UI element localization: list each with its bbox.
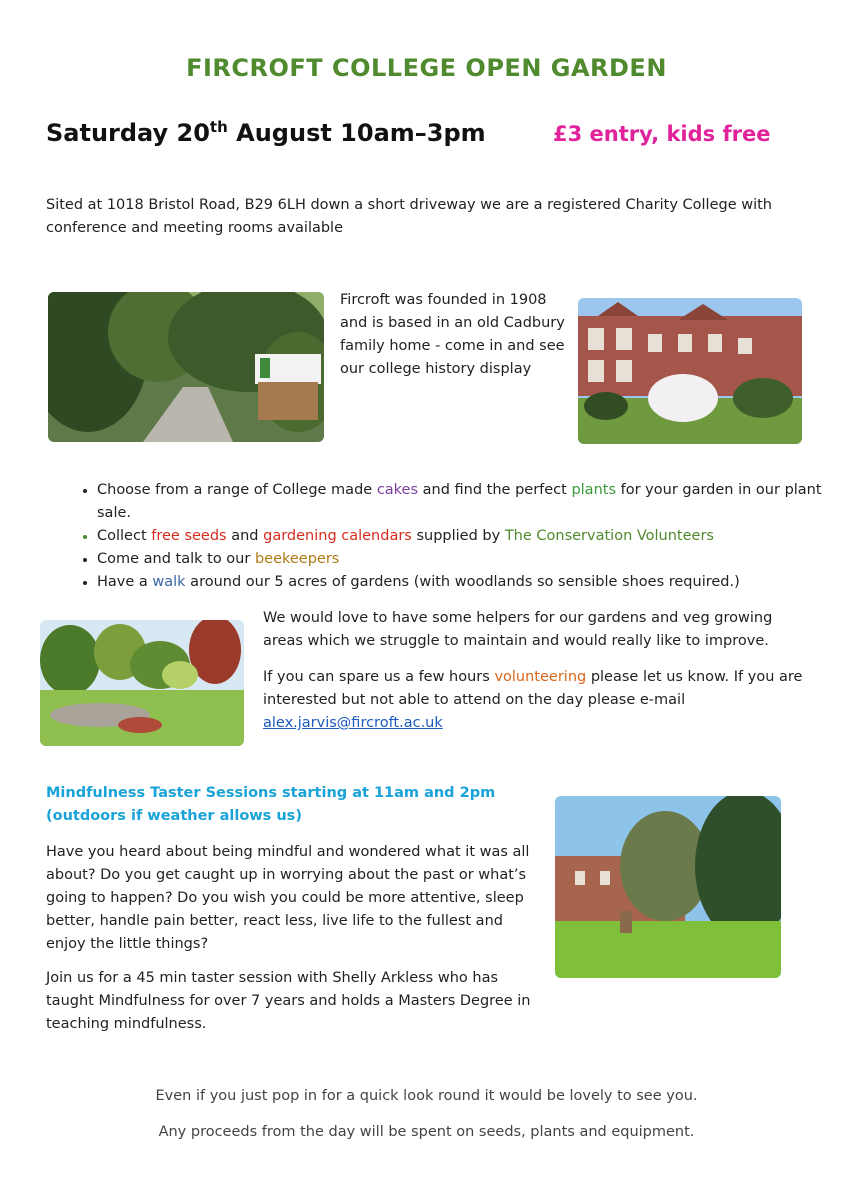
email-link[interactable]: alex.jarvis@fircroft.ac.uk [263,715,443,731]
volunteer-paragraph: If you can spare us a few hours volunteering please let us know. If you are interested but not able to attend on the day please e-mail alex.jarvis@fircroft.ac.uk [263,669,803,731]
highlight-volunteering: volunteering [494,669,587,685]
page-title: FIRCROFT COLLEGE OPEN GARDEN [186,54,667,82]
list-item: • Choose from a range of College made cakes and find the perfect plants for your garden in our plant sale. [97,479,837,525]
highlight-free-seeds: free seeds [151,528,227,544]
activities-list [70,479,837,594]
driveway-photo [48,292,324,442]
lawn-photo [555,796,781,978]
garden-photo [40,620,244,746]
list-item: • Come and talk to our beekeepers [97,548,837,571]
highlight-cakes: cakes [376,482,419,498]
entry-price: £3 entry, kids free [553,122,771,146]
list-item: • Have a walk around our 5 acres of gardens (with woodlands so sensible shoes required.) [97,571,837,594]
mindfulness-description: Have you heard about being mindful and wondered what it was all about? Do you get caught up in worrying about the past or what’s going to happen? Do you wish you could be more attentive, sleep better, handle pain better, react less, live life to the fullest and enjoy the little things? [46,844,530,952]
footer-line-1: Even if you just pop in for a quick look round it would be lovely to see you. [155,1088,698,1104]
highlight-conservation-volunteers: The Conservation Volunteers [504,528,714,544]
date-time: August 10am–3pm [227,119,486,147]
highlight-beekeepers: beekeepers [254,551,340,567]
date-ordinal: th [209,118,228,136]
date-day: Saturday 20 [46,119,210,147]
highlight-calendars: gardening calendars [263,528,412,544]
footer-line-2: Any proceeds from the day will be spent on seeds, plants and equipment. [158,1124,695,1140]
intro-paragraph: Sited at 1018 Bristol Road, B29 6LH down a short driveway we are a registered Charity College with conference and meeting rooms available [46,197,772,236]
college-building-photo [578,298,802,444]
highlight-walk: walk [152,574,186,590]
list-item: • Collect free seeds and gardening calendars supplied by The Conservation Volunteers [97,525,837,548]
helpers-paragraph: We would love to have some helpers for our gardens and veg growing areas which we struggle to maintain and would really like to improve. [263,610,773,649]
mindfulness-heading: Mindfulness Taster Sessions starting at 11am and 2pm (outdoors if weather allows us) [46,785,496,824]
history-paragraph: Fircroft was founded in 1908 and is based in an old Cadbury family home - come in and see our college history display [340,292,565,377]
event-date [46,118,486,147]
mindfulness-session-info: Join us for a 45 min taster session with Shelly Arkless who has taught Mindfulness for over 7 years and holds a Masters Degree in teaching mindfulness. [46,970,531,1032]
highlight-plants: plants [571,482,617,498]
